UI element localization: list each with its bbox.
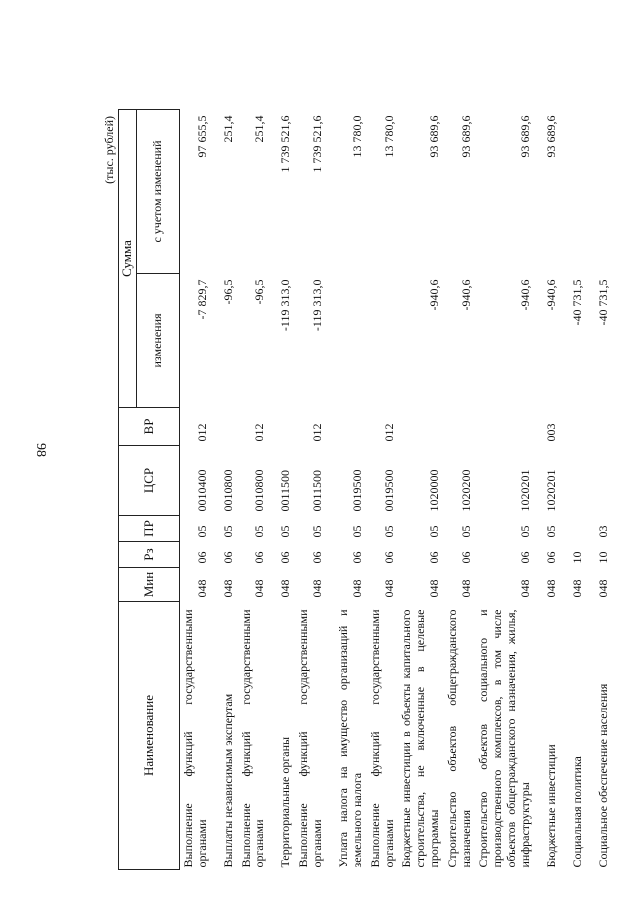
table-row — [560, 110, 586, 870]
row-min: 048 — [517, 579, 532, 598]
row-rz: 06 — [252, 551, 267, 564]
row-pr: 05 — [252, 525, 267, 538]
row-total: 93 689,6 — [426, 115, 441, 158]
table-row — [179, 110, 211, 870]
row-min: 048 — [595, 579, 610, 598]
row-csr: 0010800 — [220, 469, 235, 512]
page-number: 98 — [33, 443, 48, 457]
header-row — [119, 110, 137, 870]
row-name: Уплата налога на имущество организаций и земельного налога — [336, 609, 364, 868]
row-min: 048 — [458, 579, 473, 598]
rotated-page-content — [100, 110, 640, 870]
row-min: 048 — [309, 579, 324, 598]
row-min: 048 — [381, 579, 396, 598]
row-name: Социальное обеспечение населения — [595, 683, 610, 868]
unit-note: (тыс. рублей) — [102, 116, 116, 184]
row-min: 048 — [220, 579, 235, 598]
row-pr: 05 — [458, 525, 473, 538]
row-change — [367, 274, 399, 408]
row-vr: 012 — [252, 423, 267, 442]
table-row — [269, 110, 295, 870]
row-pr: 05 — [349, 525, 364, 538]
row-csr: 1020201 — [543, 469, 558, 512]
row-min: 048 — [194, 579, 209, 598]
row-csr: 0019500 — [349, 469, 364, 512]
row-vr — [475, 408, 534, 446]
row-vr — [269, 408, 295, 446]
row-change: -940,6 — [517, 279, 532, 311]
header-min: Мин — [119, 568, 180, 602]
row-change: -40 731,5 — [595, 279, 610, 326]
row-total: 251,4 — [252, 115, 267, 143]
table-row — [367, 110, 399, 870]
row-pr: 05 — [309, 525, 324, 538]
row-vr — [444, 408, 476, 446]
row-csr — [586, 446, 612, 516]
row-name: Территориальные органы — [278, 736, 293, 868]
row-min: 048 — [349, 579, 364, 598]
row-csr: 1020000 — [426, 469, 441, 512]
row-pr: 03 — [595, 525, 610, 538]
row-vr: 012 — [309, 423, 324, 442]
row-total: 1 739 521,6 — [278, 115, 293, 173]
row-change: -96,5 — [252, 279, 267, 305]
row-name: Выполнение функций государственными органами — [296, 609, 324, 868]
row-name: Выплаты независимым экспертам — [220, 693, 235, 868]
row-csr — [560, 446, 586, 516]
row-rz: 06 — [381, 551, 396, 564]
table-row — [327, 110, 367, 870]
row-rz: 10 — [569, 551, 584, 564]
row-min: 048 — [278, 579, 293, 598]
row-rz: 10 — [595, 551, 610, 564]
row-rz: 06 — [426, 551, 441, 564]
row-change: -96,5 — [220, 279, 235, 305]
row-pr: 05 — [381, 525, 396, 538]
row-total: 1 739 521,6 — [309, 115, 324, 173]
header-vr: ВР — [119, 408, 180, 446]
row-csr: 0010800 — [252, 469, 267, 512]
row-pr: 05 — [220, 525, 235, 538]
row-min: 048 — [569, 579, 584, 598]
row-min: 048 — [543, 579, 558, 598]
table-row — [398, 110, 443, 870]
row-csr: 0010400 — [194, 469, 209, 512]
header-name: Наименование — [119, 602, 180, 870]
table-row — [475, 110, 534, 870]
row-pr: 05 — [194, 525, 209, 538]
row-name: Бюджетные инвестиции в объекты капитального строительства, не включенные в целевые программы — [399, 609, 441, 868]
header-with-change: с учетом изменений — [136, 110, 179, 274]
header-summa: Сумма — [119, 110, 137, 408]
table-row — [212, 110, 238, 870]
row-change: -119 313,0 — [278, 279, 293, 332]
row-change: -7 829,7 — [194, 279, 209, 320]
row-min: 048 — [426, 579, 441, 598]
row-csr: 0011500 — [278, 469, 293, 512]
row-change: -119 313,0 — [309, 279, 324, 332]
row-csr: 0011500 — [309, 469, 324, 512]
row-rz: 06 — [543, 551, 558, 564]
row-change: -940,6 — [426, 279, 441, 311]
row-change: -940,6 — [458, 279, 473, 311]
header-pr: ПР — [119, 516, 180, 542]
row-vr — [586, 408, 612, 446]
row-name: Выполнение функций государственными органами — [180, 609, 209, 868]
row-total: 93 689,6 — [517, 115, 532, 158]
row-vr — [327, 408, 367, 446]
row-total — [560, 110, 586, 274]
row-pr: 05 — [543, 525, 558, 538]
row-change: -40 731,5 — [569, 279, 584, 326]
row-name: Выполнение функций государственными органами — [367, 609, 396, 868]
row-vr: 012 — [381, 423, 396, 442]
table-row — [534, 110, 560, 870]
row-vr — [212, 408, 238, 446]
row-vr — [560, 408, 586, 446]
row-total: 93 689,6 — [458, 115, 473, 158]
row-vr: 003 — [543, 423, 558, 442]
row-min: 048 — [252, 579, 267, 598]
row-pr: 05 — [426, 525, 441, 538]
row-rz: 06 — [309, 551, 324, 564]
row-pr — [560, 516, 586, 542]
row-csr: 1020200 — [458, 469, 473, 512]
row-change — [327, 274, 367, 408]
row-name: Строительство объектов социального и производственного комплексов, в том числе объектов общегражданского назначения, жилья, инфраструктуры — [476, 609, 532, 868]
header-csr: ЦСР — [119, 446, 180, 516]
row-name: Социальная политика — [569, 756, 584, 868]
row-total: 13 780,0 — [349, 115, 364, 158]
row-total: 13 780,0 — [381, 115, 396, 158]
row-rz: 06 — [517, 551, 532, 564]
table-row — [586, 110, 612, 870]
row-rz: 06 — [278, 551, 293, 564]
row-total: 93 689,6 — [543, 115, 558, 158]
row-change: -940,6 — [543, 279, 558, 311]
table-row — [238, 110, 270, 870]
row-csr: 1020201 — [517, 469, 532, 512]
row-total: 97 655,5 — [194, 115, 209, 158]
row-vr — [398, 408, 443, 446]
row-csr: 0019500 — [381, 469, 396, 512]
row-rz: 06 — [220, 551, 235, 564]
row-name: Строительство объектов общегражданского назначения — [444, 609, 473, 868]
row-total — [586, 110, 612, 274]
table-row — [444, 110, 476, 870]
header-rz: Рз — [119, 542, 180, 568]
row-name: Бюджетные инвестиции — [543, 744, 558, 868]
header-change: изменения — [136, 274, 179, 408]
table-row — [295, 110, 327, 870]
row-pr: 05 — [278, 525, 293, 538]
row-rz: 06 — [458, 551, 473, 564]
row-pr: 05 — [517, 525, 532, 538]
row-rz: 06 — [349, 551, 364, 564]
row-vr: 012 — [194, 423, 209, 442]
budget-table — [118, 109, 612, 870]
row-total: 251,4 — [220, 115, 235, 143]
row-name: Выполнение функций государственными органами — [238, 609, 267, 868]
row-rz: 06 — [194, 551, 209, 564]
